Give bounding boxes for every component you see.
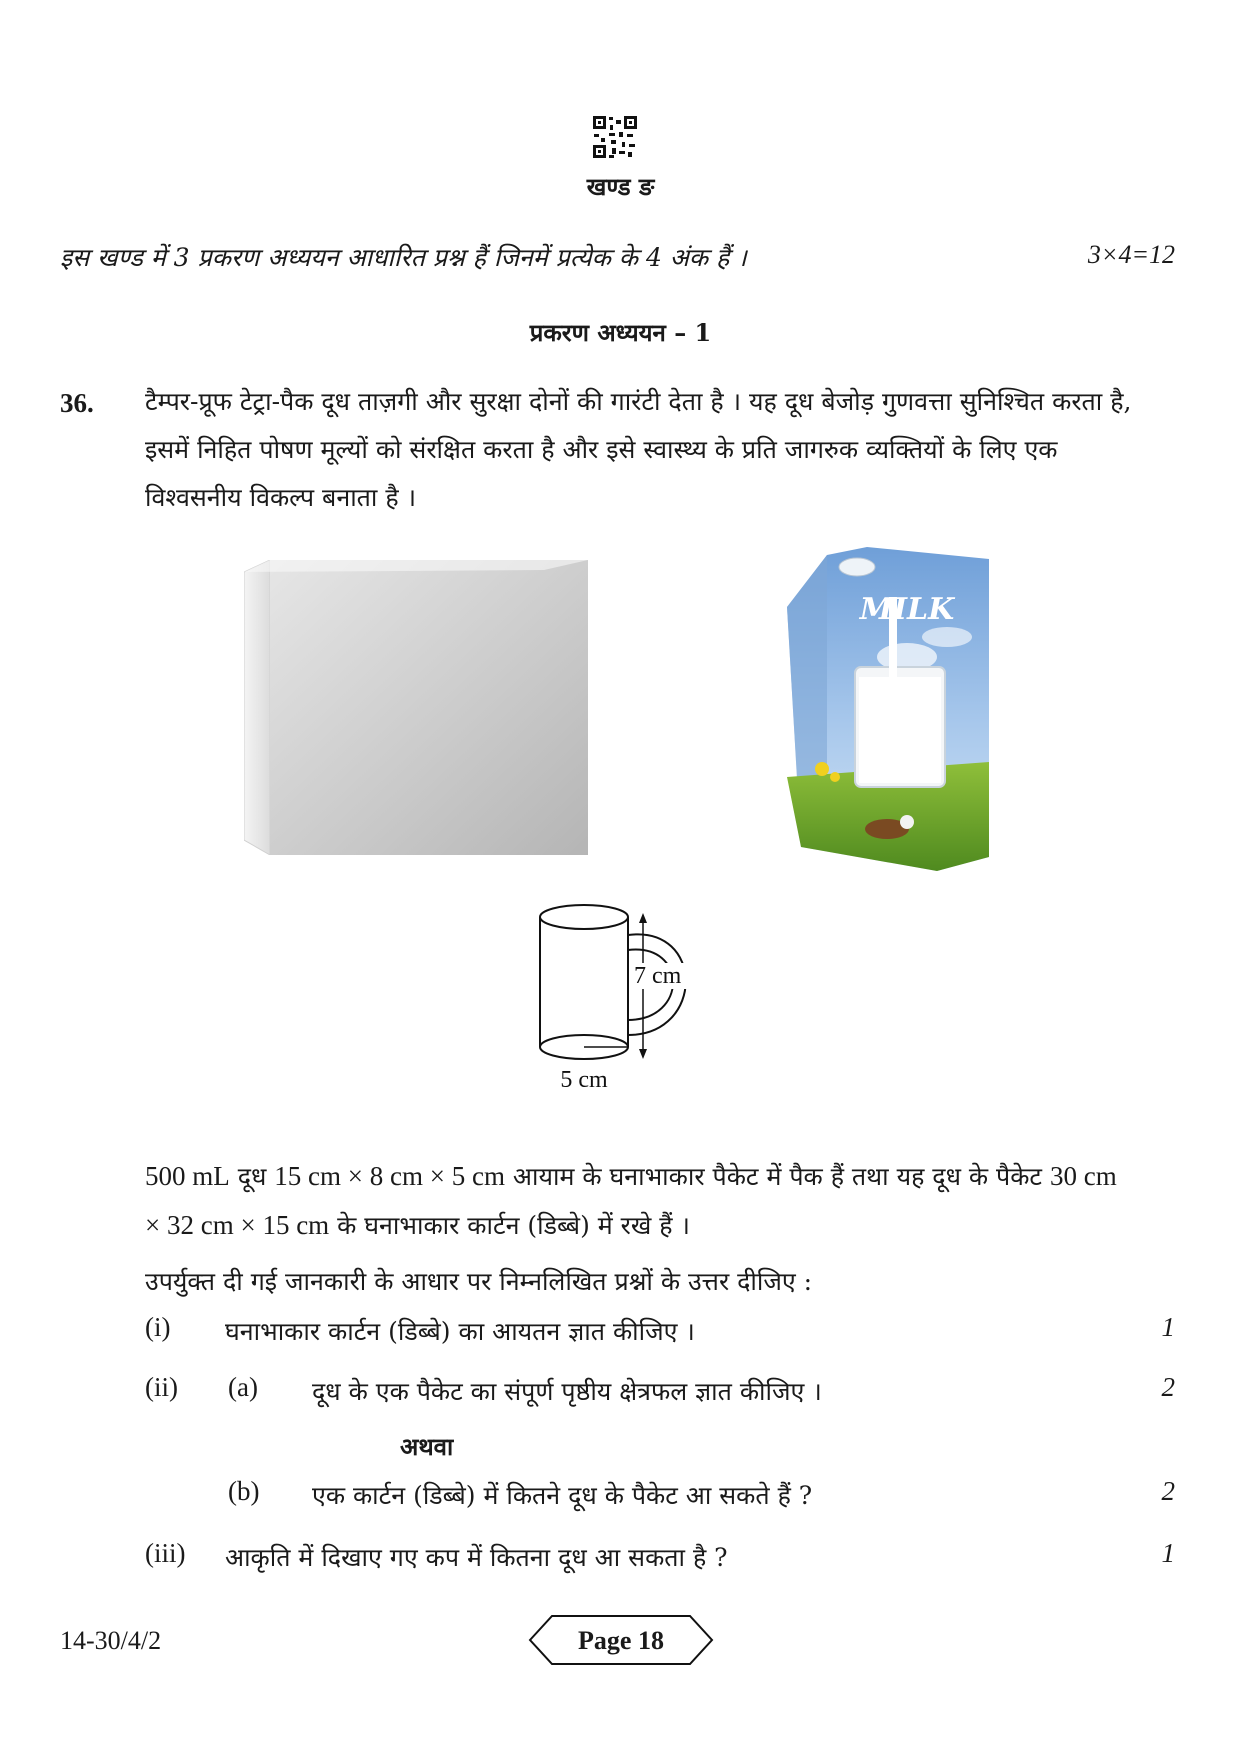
part-ii-a-marks: 2: [1161, 1372, 1175, 1402]
milk-volume: 500 mL: [145, 1161, 230, 1191]
part-ii-a-text: दूध के एक पैकेट का संपूर्ण पृष्ठीय क्षेत्रफल ज्ञात कीजिए ।: [312, 1377, 822, 1406]
part-iii-label: (iii): [145, 1538, 186, 1568]
cup-diagram: [530, 895, 750, 1110]
question-prompt: उपर्युक्त दी गई जानकारी के आधार पर निम्नलिखित प्रश्नों के उत्तर दीजिए :: [145, 1267, 813, 1296]
page-number: Page 18: [578, 1626, 664, 1655]
part-i-text: घनाभाकार कार्टन (डिब्बे) का आयतन ज्ञात कीजिए ।: [225, 1317, 695, 1346]
part-ii-a-label: (a): [228, 1372, 258, 1402]
part-iii-marks: 1: [1161, 1538, 1175, 1568]
question-intro: टैम्पर-प्रूफ टेट्रा-पैक दूध ताज़गी और सुरक्षा दोनों की गारंटी देता है । यह दूध बेजोड़ गुणवत्ता सुनिश्चित करता है, इसमें निहित पोषण मूल्यों को संरक्षित करता है और इसे स्वास्थ्य के प्रति जागरुक व्यक्तियों के लिए एक विश्वसनीय विकल्प बनाता है ।: [145, 387, 1132, 512]
or-label: अथवा: [400, 1432, 454, 1461]
part-ii-b-label: (b): [228, 1476, 260, 1506]
part-i-marks: 1: [1161, 1312, 1175, 1342]
case-study-title: प्रकरण अध्ययन – 1: [529, 318, 712, 347]
section-title: खण्ड ङ: [586, 172, 655, 201]
cup-width-label: 5 cm: [560, 1067, 608, 1093]
question-number: 36.: [60, 388, 94, 418]
question-data-text: 500 mL दूध 15 cm × 8 cm × 5 cm आयाम के घनाभाकार पैकेट में पैक हैं तथा यह दूध के पैकेट 30 cm × 32 cm × 15 cm के घनाभाकार कार्टन (डिब्बे) में रखे हैं ।: [145, 1161, 1117, 1240]
qr-code: [592, 115, 638, 159]
carton-dimensions: 30 cm × 32 cm × 15 cm: [145, 1161, 1117, 1240]
part-ii-b-text: एक कार्टन (डिब्बे) में कितने दूध के पैकेट आ सकते हैं ?: [312, 1481, 813, 1510]
section-instruction: इस खण्ड में 3 प्रकरण अध्ययन आधारित प्रश्न हैं जिनमें प्रत्येक के 4 अंक हैं ।: [60, 243, 747, 272]
part-i-label: (i): [145, 1312, 171, 1342]
cup-height-label: 7 cm: [634, 963, 682, 989]
section-marks: 3×4=12: [1087, 240, 1175, 269]
part-ii-b-marks: 2: [1161, 1476, 1175, 1506]
paper-code: 14-30/4/2: [60, 1626, 162, 1655]
plain-box-image: [244, 560, 588, 855]
milk-label: MILK: [859, 592, 955, 627]
milk-carton-image: [787, 547, 989, 871]
part-iii-text: आकृति में दिखाए गए कप में कितना दूध आ सकता है ?: [225, 1543, 728, 1572]
packet-dimensions: 15 cm × 8 cm × 5 cm: [274, 1161, 505, 1191]
part-ii-label: (ii): [145, 1372, 178, 1402]
